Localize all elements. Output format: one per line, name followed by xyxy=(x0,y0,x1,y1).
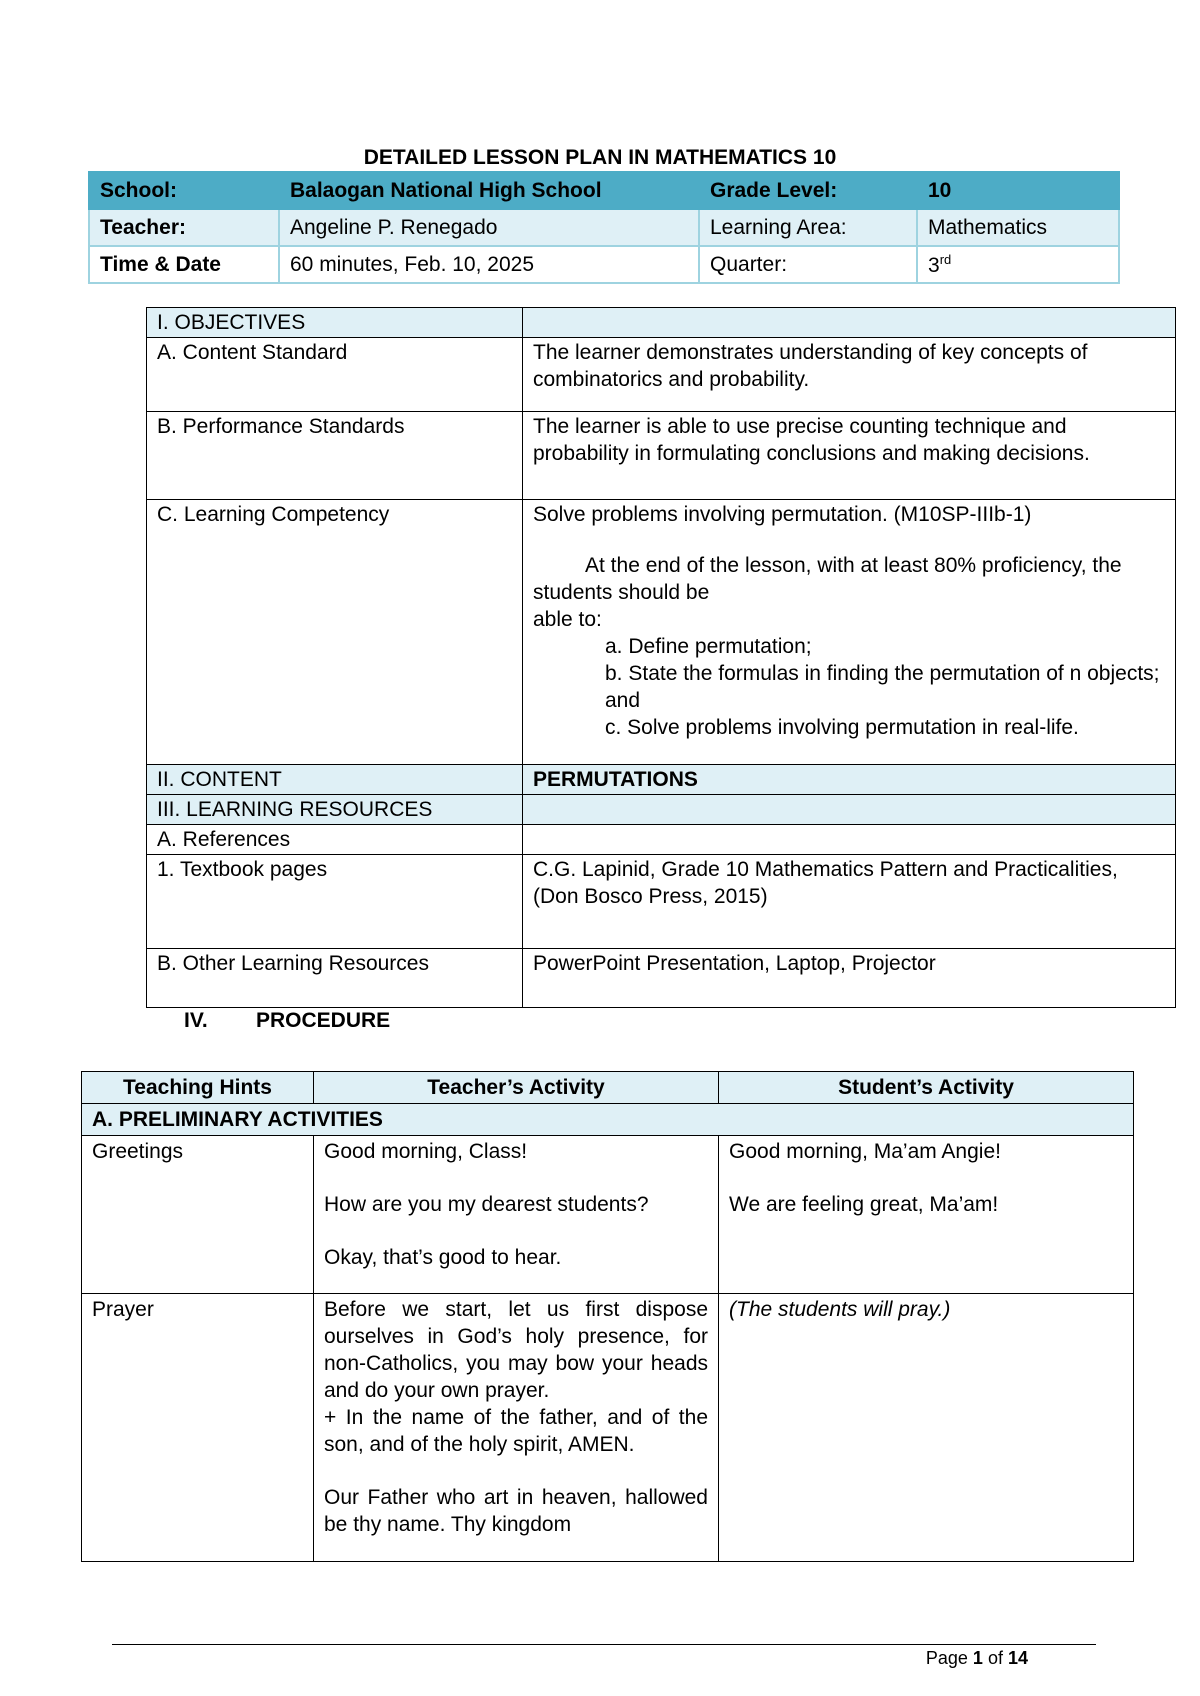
competency-text: Solve problems involving permutation. (M10SP-IIIb-1) xyxy=(533,503,1032,526)
greet-teacher-3: Okay, that’s good to hear. xyxy=(324,1246,562,1269)
teacher-value: Angeline P. Renegado xyxy=(279,209,699,246)
grade-label: Grade Level: xyxy=(699,172,917,209)
col-teaching-hints: Teaching Hints xyxy=(82,1072,314,1104)
procedure-number: IV. xyxy=(184,1009,208,1032)
document-title: DETAILED LESSON PLAN IN MATHEMATICS 10 xyxy=(363,146,837,169)
col-student-activity: Student’s Activity xyxy=(719,1072,1134,1104)
info-row-teacher xyxy=(89,209,1119,246)
prayer-teacher-1: Before we start, let us first dispose ourselves in God’s holy presence, for non-Catholics, you may bow your heads and do your own prayer. xyxy=(324,1298,708,1402)
procedure-header-row xyxy=(82,1072,1134,1104)
preliminary-activities-label: A. PRELIMINARY ACTIVITIES xyxy=(82,1104,1134,1136)
greetings-student xyxy=(719,1136,1134,1294)
time-label: Time & Date xyxy=(89,246,279,283)
of-word: of xyxy=(987,1648,1003,1668)
prayer-teacher xyxy=(314,1294,719,1562)
school-value: Balaogan National High School xyxy=(279,172,699,209)
textbook-row xyxy=(147,855,1176,949)
references-row xyxy=(147,825,1176,855)
content-label: II. CONTENT xyxy=(147,765,523,795)
time-value: 60 minutes, Feb. 10, 2025 xyxy=(279,246,699,283)
area-value: Mathematics xyxy=(917,209,1119,246)
textbook-text: C.G. Lapinid, Grade 10 Mathematics Pattern and Practicalities, (Don Bosco Press, 2015) xyxy=(523,855,1176,949)
page-word: Page xyxy=(925,1648,968,1668)
prayer-teacher-2: + In the name of the father, and of the son, and of the holy spirit, AMEN. xyxy=(324,1406,708,1456)
objectives-intro: At the end of the lesson, with at least 80% proficiency, the students should be xyxy=(533,554,1122,604)
performance-standards-row xyxy=(147,412,1176,500)
teacher-label: Teacher: xyxy=(89,209,279,246)
objectives-table xyxy=(146,307,1176,1008)
objectives-able: able to: xyxy=(533,608,602,631)
prayer-row xyxy=(82,1294,1134,1562)
page-total: 14 xyxy=(1007,1648,1028,1668)
greetings-row xyxy=(82,1136,1134,1294)
learning-competency-cell xyxy=(523,500,1176,765)
lesson-info-table xyxy=(88,171,1120,284)
school-label: School: xyxy=(89,172,279,209)
area-label: Learning Area: xyxy=(699,209,917,246)
greet-student-1: Good morning, Ma’am Angie! xyxy=(729,1140,1001,1163)
learning-resources-row xyxy=(147,795,1176,825)
references-label: A. References xyxy=(147,825,523,855)
info-row-school xyxy=(89,172,1119,209)
objective-a: a. Define permutation; xyxy=(605,635,812,658)
content-standard-label: A. Content Standard xyxy=(147,338,523,412)
learning-competency-row xyxy=(147,500,1176,765)
greet-student-2: We are feeling great, Ma’am! xyxy=(729,1193,999,1216)
prayer-hint: Prayer xyxy=(82,1294,314,1562)
quarter-label: Quarter: xyxy=(699,246,917,283)
other-resources-text: PowerPoint Presentation, Laptop, Projector xyxy=(523,949,1176,1008)
col-teacher-activity: Teacher’s Activity xyxy=(314,1072,719,1104)
prayer-teacher-3: Our Father who art in heaven, hallowed be thy name. Thy kingdom xyxy=(324,1486,708,1536)
objective-b: b. State the formulas in finding the permutation of n objects; and xyxy=(605,662,1160,712)
content-topic: PERMUTATIONS xyxy=(523,765,1176,795)
other-resources-label: B. Other Learning Resources xyxy=(147,949,523,1008)
preliminary-activities-row xyxy=(82,1104,1134,1136)
procedure-heading xyxy=(184,1009,390,1033)
performance-standards-label: B. Performance Standards xyxy=(147,412,523,500)
other-resources-row xyxy=(147,949,1176,1008)
objectives-header-row xyxy=(147,308,1176,338)
greet-teacher-2: How are you my dearest students? xyxy=(324,1193,649,1216)
textbook-label: 1. Textbook pages xyxy=(147,855,523,949)
content-standard-text: The learner demonstrates understanding of key concepts of combinatorics and probability. xyxy=(523,338,1176,412)
footer-divider xyxy=(112,1644,1096,1645)
performance-standards-text: The learner is able to use precise counting technique and probability in formulating conclusions and making decisions. xyxy=(523,412,1176,500)
greetings-hint: Greetings xyxy=(82,1136,314,1294)
content-row xyxy=(147,765,1176,795)
grade-value: 10 xyxy=(917,172,1119,209)
objective-c: c. Solve problems involving permutation in real-life. xyxy=(605,716,1079,739)
content-standard-row xyxy=(147,338,1176,412)
info-row-time xyxy=(89,246,1119,283)
greetings-teacher xyxy=(314,1136,719,1294)
learning-resources-label: III. LEARNING RESOURCES xyxy=(147,795,523,825)
learning-competency-label: C. Learning Competency xyxy=(147,500,523,765)
objectives-header: I. OBJECTIVES xyxy=(147,308,523,338)
page-footer xyxy=(926,1648,1028,1669)
procedure-label: PROCEDURE xyxy=(256,1009,391,1032)
greet-teacher-1: Good morning, Class! xyxy=(324,1140,528,1163)
prayer-student: (The students will pray.) xyxy=(719,1294,1134,1562)
page-number: 1 xyxy=(972,1648,983,1668)
quarter-value: 3rd xyxy=(917,246,1119,283)
procedure-table xyxy=(81,1071,1134,1562)
quarter-suffix: rd xyxy=(939,251,952,267)
